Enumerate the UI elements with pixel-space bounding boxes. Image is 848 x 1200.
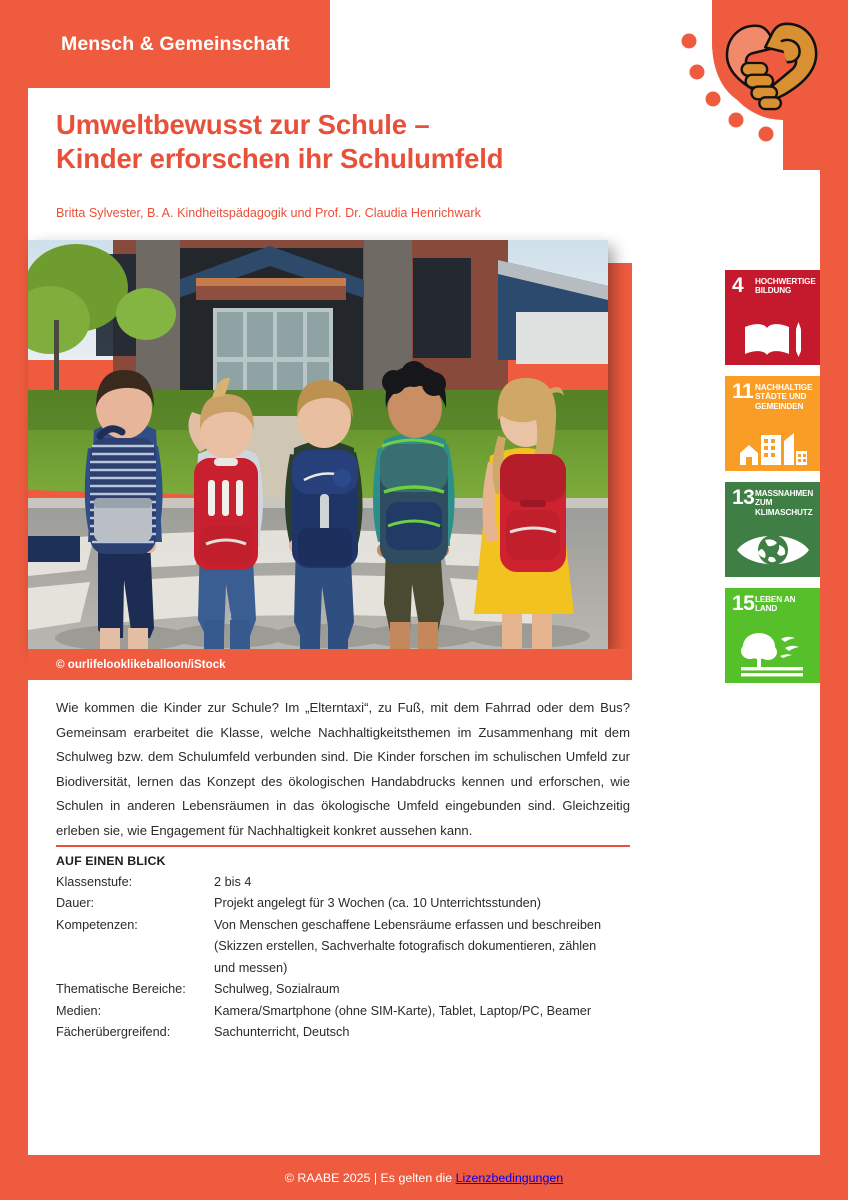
sdg-badge-11-title: NACHHALTIGE STÄDTE UND GEMEINDEN [755, 383, 813, 411]
glance-value: Projekt angelegt für 3 Wochen (ca. 10 Unterrichtsstunden) [214, 896, 541, 911]
glance-key: Thematische Bereiche: [56, 982, 186, 997]
sdg-badge-13-number: 13 [732, 486, 755, 509]
footer-prefix: © RAABE 2025 | Es gelten die [284, 1170, 456, 1185]
glance-key: Fächerübergreifend: [56, 1025, 171, 1040]
handshake-heart-icon [660, 0, 820, 170]
content-sheet [28, 0, 820, 1155]
page-title [56, 108, 656, 176]
glance-key [56, 936, 214, 958]
table-row [56, 893, 630, 915]
glance-value: und messen) [214, 960, 288, 975]
sdg-badge-list [725, 270, 820, 694]
glance-value: Sachunterricht, Deutsch [214, 1025, 350, 1040]
sdg-badge-13[interactable] [725, 482, 820, 577]
sdg-badge-4-number: 4 [732, 274, 744, 297]
photo-credit: © ourlifelooklikeballoon/iStock [56, 658, 226, 671]
tree-birds-icon [725, 631, 820, 677]
table-row [56, 936, 630, 958]
glance-key: Klassenstufe: [56, 874, 133, 889]
glance-value: (Skizzen erstellen, Sachverhalte fotografisch dokumentieren, zählen [214, 939, 597, 954]
license-terms-link[interactable]: Lizenzbedingungen [455, 1170, 564, 1185]
table-row [56, 1001, 630, 1023]
sdg-badge-4[interactable] [725, 270, 820, 365]
glance-value: Kamera/Smartphone (ohne SIM-Karte), Tablet, Laptop/PC, Beamer [214, 1003, 592, 1018]
city-buildings-icon [725, 431, 820, 465]
intro-paragraph: Wie kommen die Kinder zur Schule? Im „Elterntaxi“, zu Fuß, mit dem Fahrrad oder dem Bus? Gemeinsam erarbeitet die Klasse, welche Nachhaltigkeitsthemen im Zusammenhang mit dem Schulweg bzw. dem Schulumfeld verbunden sind. Die Kinder forschen im schulischen Umfeld zur Biodiversität, lernen das Konzept des ökologischen Handabdrucks kennen und erforschen, wie Schulen in anderen Lebensräumen in das ökologische Umfeld eingebunden sind. Gleichzeitig erleben sie, wie Engagement für Nachhaltigkeit konkret aussehen kann. [56, 700, 630, 838]
table-row [56, 872, 630, 894]
glance-key [56, 958, 214, 980]
sdg-badge-4-title: HOCHWERTIGE BILDUNG [755, 277, 816, 296]
glance-table [56, 872, 630, 1044]
sdg-badge-15[interactable] [725, 588, 820, 683]
glance-value: Schulweg, Sozialraum [214, 982, 340, 997]
page-title-line-1: Umweltbewusst zur Schule – [56, 109, 430, 140]
category-tab [28, 0, 330, 88]
sdg-badge-11[interactable] [725, 376, 820, 471]
globe-eye-icon [725, 529, 820, 571]
sdg-badge-11-number: 11 [732, 380, 754, 403]
table-row [56, 1022, 630, 1044]
sdg-badge-15-title: LEBEN AN LAND [755, 595, 796, 614]
author-byline: Britta Sylvester, B. A. Kindheitspädagogik und Prof. Dr. Claudia Henrichwark [56, 206, 481, 220]
page-title-line-2: Kinder erforschen ihr Schulumfeld [56, 143, 504, 174]
footer-copyright [285, 1171, 563, 1185]
page-footer [0, 1155, 848, 1200]
sdg-badge-13-title: MASSNAHMEN ZUM KLIMASCHUTZ [755, 489, 814, 517]
hero-photo [28, 240, 608, 649]
glance-value: Von Menschen geschaffene Lebensräume erfassen und beschreiben [214, 917, 602, 932]
glance-heading: AUF EINEN BLICK [56, 853, 166, 868]
table-row [56, 915, 630, 937]
table-row [56, 979, 630, 1001]
sdg-badge-15-number: 15 [732, 592, 755, 615]
table-row [56, 958, 630, 980]
category-tab-label: Mensch & Gemeinschaft [61, 32, 290, 55]
glance-value: 2 bis 4 [214, 874, 252, 889]
glance-key: Kompetenzen: [56, 917, 138, 932]
photo-caption-bar [28, 649, 632, 680]
open-book-pencil-icon [725, 319, 820, 359]
glance-key: Medien: [56, 1003, 102, 1018]
at-a-glance-box [56, 845, 630, 1044]
glance-divider [56, 845, 630, 847]
glance-key: Dauer: [56, 896, 95, 911]
